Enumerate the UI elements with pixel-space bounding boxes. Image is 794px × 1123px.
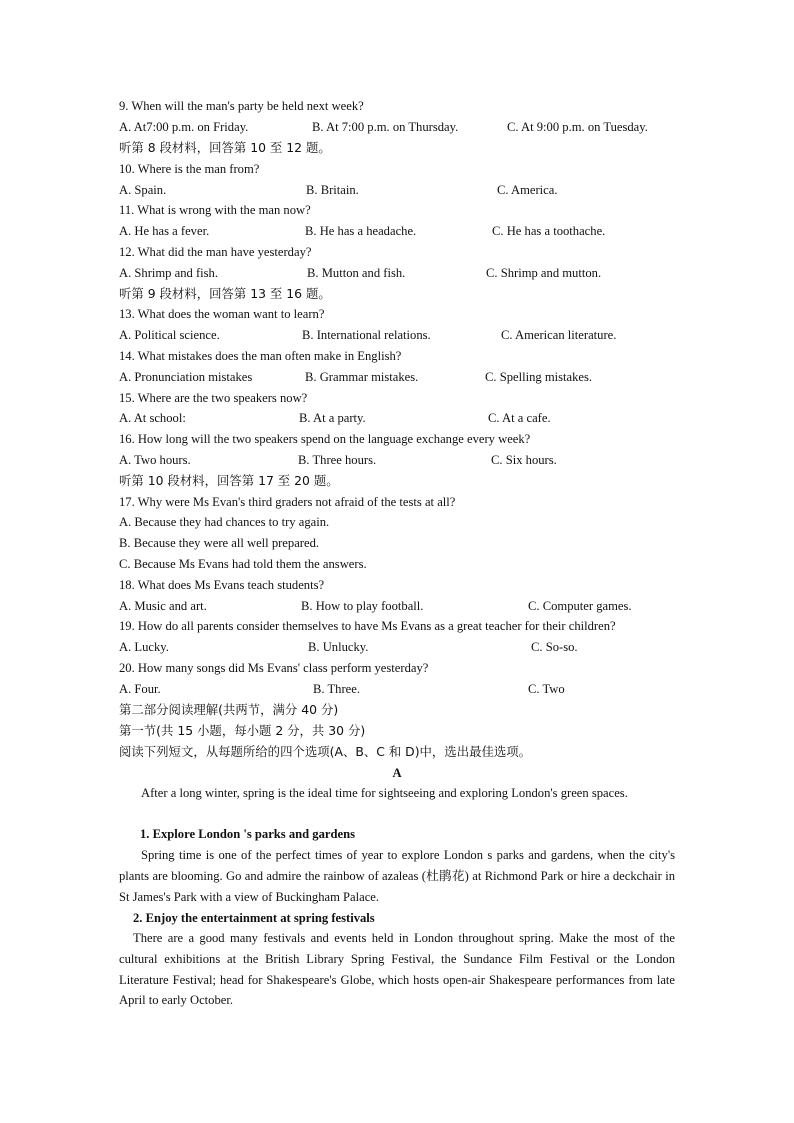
option-11b: B. He has a headache. [305, 224, 417, 238]
passage-label: A [392, 766, 402, 780]
question-18: 18. What does Ms Evans teach students? [119, 578, 325, 592]
passage-subheading-2: 2. Enjoy the entertainment at spring festivals [133, 911, 375, 925]
question-9: 9. When will the man's party be held next week? [119, 99, 364, 113]
option-12c: C. Shrimp and mutton. [486, 266, 602, 280]
question-20: 20. How many songs did Ms Evans' class perform yesterday? [119, 661, 429, 675]
option-14a: A. Pronunciation mistakes [119, 370, 253, 384]
option-18c: C. Computer games. [528, 599, 632, 613]
question-12: 12. What did the man have yesterday? [119, 245, 312, 259]
option-10b: B. Britain. [306, 183, 359, 197]
option-12a: A. Shrimp and fish. [119, 266, 218, 280]
option-13b: B. International relations. [302, 328, 431, 342]
option-14c: C. Spelling mistakes. [485, 370, 593, 384]
part2-heading: 第二部分阅读理解(共两节，满分 40 分) [119, 702, 339, 717]
option-15c: C. At a cafe. [488, 411, 551, 425]
section-instruction-8: 听第 8 段材料，回答第 10 至 12 题。 [119, 140, 331, 155]
option-12b: B. Mutton and fish. [307, 266, 406, 280]
option-18a: A. Music and art. [119, 599, 207, 613]
part2-instruction: 阅读下列短文，从每题所给的四个选项(A、B、C 和 D)中，选出最佳选项。 [119, 744, 532, 759]
passage-subheading-1: 1. Explore London 's parks and gardens [140, 827, 355, 841]
option-9b: B. At 7:00 p.m. on Thursday. [312, 120, 459, 134]
option-19c: C. So-so. [531, 640, 578, 654]
option-11a: A. He has a fever. [119, 224, 210, 238]
option-20a: A. Four. [119, 682, 161, 696]
question-11: 11. What is wrong with the man now? [119, 203, 311, 217]
option-11c: C. He has a toothache. [492, 224, 606, 238]
option-15a: A. At school: [119, 411, 186, 425]
question-13: 13. What does the woman want to learn? [119, 307, 325, 321]
option-19b: B. Unlucky. [308, 640, 369, 654]
option-16c: C. Six hours. [491, 453, 557, 467]
option-10c: C. America. [497, 183, 558, 197]
option-17c: C. Because Ms Evans had told them the answers. [119, 557, 367, 571]
option-20c: C. Two [528, 682, 565, 696]
question-15: 15. Where are the two speakers now? [119, 391, 308, 405]
question-10: 10. Where is the man from? [119, 162, 260, 176]
option-16a: A. Two hours. [119, 453, 191, 467]
passage-paragraph-2: There are a good many festivals and events held in London throughout spring. Make the most of the cultural exhibitions at the British Library Spring Festival, the Sundance Film Festival or the London Literature Festival; head for Shakespeare's Globe, which hosts open-air Shakespeare performances from late April to early October. [119, 931, 675, 1008]
option-18b: B. How to play football. [301, 599, 424, 613]
option-15b: B. At a party. [299, 411, 366, 425]
option-10a: A. Spain. [119, 183, 167, 197]
option-9a: A. At7:00 p.m. on Friday. [119, 120, 249, 134]
passage-paragraph-1: Spring time is one of the perfect times of year to explore London s parks and gardens, when the city's plants are blooming. Go and admire the rainbow of azaleas (杜鹃花) at Richmond Park or hire a deckchair in St James's Park with a view of Buckingham Palace. [119, 848, 675, 904]
passage-intro: After a long winter, spring is the ideal time for sightseeing and exploring London's green spaces. [141, 786, 628, 800]
option-20b: B. Three. [313, 682, 360, 696]
section-instruction-10: 听第 10 段材料，回答第 17 至 20 题。 [119, 473, 339, 488]
option-13a: A. Political science. [119, 328, 220, 342]
section-instruction-9: 听第 9 段材料，回答第 13 至 16 题。 [119, 286, 331, 301]
option-14b: B. Grammar mistakes. [305, 370, 419, 384]
option-9c: C. At 9:00 p.m. on Tuesday. [507, 120, 648, 134]
question-17: 17. Why were Ms Evan's third graders not afraid of the tests at all? [119, 495, 456, 509]
part2-section1-heading: 第一节(共 15 小题，每小题 2 分，共 30 分) [119, 723, 366, 738]
question-19: 19. How do all parents consider themselves to have Ms Evans as a great teacher for their children? [119, 619, 616, 633]
option-17b: B. Because they were all well prepared. [119, 536, 320, 550]
option-17a: A. Because they had chances to try again. [119, 515, 330, 529]
option-13c: C. American literature. [501, 328, 617, 342]
question-16: 16. How long will the two speakers spend on the language exchange every week? [119, 432, 531, 446]
option-16b: B. Three hours. [298, 453, 377, 467]
question-14: 14. What mistakes does the man often make in English? [119, 349, 402, 363]
option-19a: A. Lucky. [119, 640, 169, 654]
